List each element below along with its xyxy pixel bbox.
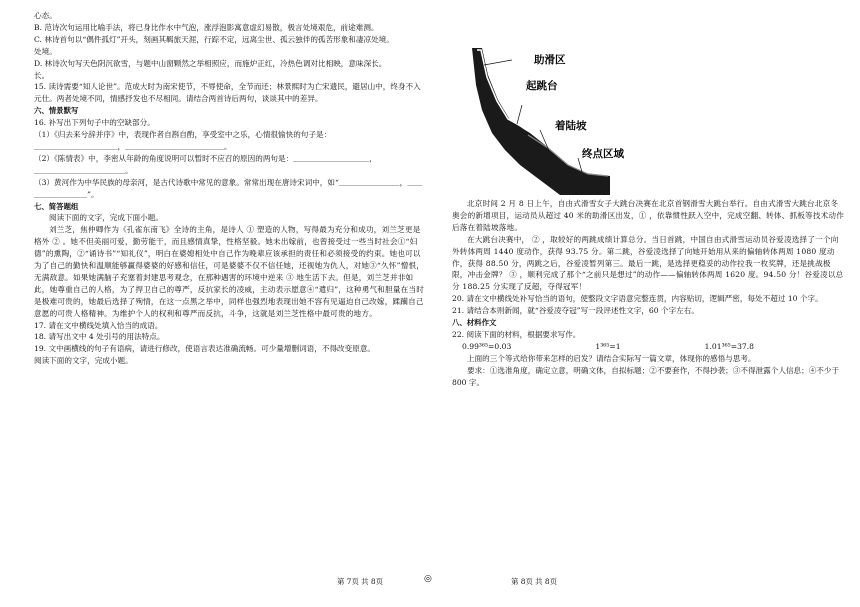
paragraph: 北京时间 2 月 8 日上午，自由式滑雪女子大跳台决赛在北京首钢滑雪大跳台举行。自由式滑雪大跳台北京冬奥会的新增项目，运动员从超过 40 米的助滑区出发，① ，依靠惯性跃入空中，完成空翻、转体、抓板等技术动作后落在着陆坡落地。 — [452, 199, 844, 232]
section-heading: 七、简答题组 — [34, 201, 79, 211]
page-number-right: 第 8页 共 8页 — [511, 577, 558, 586]
page-number-left: 第 7页 共 8页 — [337, 577, 384, 586]
paragraph: 21. 请结合本则新闻，就“谷爱凌夺冠”写一段评述性文字，60 个字左右。 — [452, 306, 699, 316]
label-landing: 着陆坡 — [555, 120, 587, 132]
formula-row — [452, 341, 844, 353]
paragraph: ＿＿＿＿＿＿＿＿＿＿＿＿。 — [34, 165, 133, 175]
paragraph: 22. 阅读下面的材料，根据要求写作。 — [452, 329, 581, 339]
ski-jump-diagram — [470, 45, 630, 195]
paragraph: （1）《归去来兮辞并序》中，表现作者自斟自酌，享受室中之乐，心情很愉快的句子是： — [34, 130, 332, 140]
paragraph: 20. 请在文中横线处补写恰当的语句，使整段文字语意完整连贯，内容贴切，逻辑严密，每处不超过 10 个字。 — [452, 294, 823, 304]
paragraph: 上面的三个等式给你带来怎样的启发？请结合实际写一篇文章，体现你的感悟与思考。 — [467, 353, 756, 363]
paragraph: 18. 请写出文中 4 处引号的用法特点。 — [34, 332, 165, 342]
paragraph: 要求：①选准角度，确定立意，明确文体，自拟标题；②不要套作，不得抄袭；③不得泄露个人信息；④不少于 800 字。 — [452, 365, 840, 387]
paragraph: 16. 补写出下列句子中的空缺部分。 — [34, 118, 155, 128]
binding-mark-icon: ◎ — [424, 574, 432, 584]
paragraph: B. 范诗次句运用比喻手法，将已身比作水中气泡，涨浮泡影寓意虚幻易散，极言处境艰危，前途难测。 — [34, 22, 379, 32]
paragraph: （2）《陈情表》中，李密从年龄的角度说明可以暂时不应召的原因的两句是：＿＿＿＿＿＿＿＿＿＿， — [34, 153, 377, 163]
formula: 1.01³⁶⁵=37.8 — [704, 341, 754, 351]
right-column — [452, 198, 844, 389]
paragraph: 心态。 — [34, 11, 57, 20]
paragraph: 19. 文中画横线的句子有语病，请进行修改，使语言表达准确流畅。可少量增删词语，不得改变原意。 — [34, 344, 376, 354]
label-inrun: 助滑区 — [534, 54, 566, 66]
paragraph: ＿＿＿＿＿＿＿＿＿＿＿，＿＿＿＿＿＿＿＿＿＿＿＿＿。 — [34, 141, 232, 151]
paragraph: 在大跳台决赛中， ② ，取较好的两跳成绩计算总分。当日首跳，中国自由式滑雪运动员谷爱凌选择了一个向外转体两周 1440 度动作，获得 93.75 分。第二跳，谷爱凌选择了向她开始用从来的偏轴转体两周 1080 度动作，获得 88.50 分，两跳之后，谷爱凌暂列第三。最后一跳，是选择更稳妥的动作拉我一枚奖牌，还是挑战极限，冲击金牌？ ③ ，顺利完成了那个“之前只是想过”的动作——偏轴转体两周 1620 度。94.50 分！谷爱凌以总分 188.25 分实现了反超，夺得冠军！ — [452, 234, 844, 292]
label-finish: 终点区域 — [582, 148, 624, 160]
formula: 0.99³⁶⁵=0.03 — [462, 341, 512, 351]
paragraph: 15. 读诗需要“知人论世”。范成大时为南宋使节，不辱使命，全节而还；林景熙时为亡宋遗民，避居山中，终身不入元仕。两者处境不同，情感抒发也不尽相同。请结合两首诗后两句，谈谈其中的差异。 — [34, 82, 421, 104]
paragraph: 处境。 — [34, 46, 57, 56]
paragraph: 阅读下面的文字，完成小题。 — [34, 356, 133, 366]
section-heading: 八、材料作文 — [452, 318, 497, 328]
paragraph: 17. 请在文中横线处填入恰当的成语。 — [34, 320, 163, 330]
label-takeoff: 起跳台 — [526, 80, 558, 92]
paragraph: C. 林诗首句以“偶件孤灯”开头，刻画其羁旅天涯，行踪不定，远离尘世、孤云独伴的孤苦形象和凄凉处境。 — [34, 34, 394, 44]
section-heading: 六、情景默写 — [34, 106, 79, 116]
formula: 1³⁶⁵=1 — [595, 341, 621, 351]
paragraph: 刘兰芝，焦仲卿作为《孔雀东南飞》全诗的主角，是诗人 ① 塑造的人物，写得最为充分和成功，刘兰芝更是格外 ② 。她不但美丽可爱，勤劳能干，而且感情真挚，性格坚毅。她未出嫁前，也曾接受过一些当时社会①“妇德”的熏陶，②“诵诗书”“知礼仪”，明白在婆媳相处中自己作为晚辈应该承担的责任和必须接受的约束。她也可以为了自己的勤快和温顺能够赢得婆婆的好感和信任，可是婆婆不仅不信任她，还视她为仇人，对她③“久怀”憎恨，无满敌意。如果她满脑子充塞着封建思考观念，在那种遇害的环境中逆来 ③ 地生活下去。但是，刘兰芝并非如此，她尊重自己的人格，为了捍卫自己的尊严，反抗家长的凌威，主动表示愿意④“遣归”，这种勇气和胆量在当时是极难可贵的，她最后选择了殉情，在这一点黑之举中，同样也强烈地表现出她不容有见逼迫自己改嫁，蹂躏自己意愿的可贵人格精神。为维护个人的权利和尊严而反抗，斗争，这就是刘兰芝性格中最可贵的地方。 — [34, 225, 425, 318]
paragraph: （3）黄河作为中华民族的母亲河，是古代诗歌中常见的意象。常常出现在唐诗宋词中，如“＿＿＿＿＿＿＿＿，＿＿＿＿＿＿＿＿＿”。 — [34, 177, 423, 199]
paragraph: D. 林诗次句写天色阴沉欲雪，与题中山窗颗然之举相照应，而施炉正红，冷热色调对比相映，意味深长。 — [34, 58, 387, 68]
left-column — [34, 10, 427, 367]
ramp-silhouette — [472, 48, 610, 195]
paragraph: 阅读下面的文字，完成下面小题。 — [49, 213, 163, 223]
paragraph: 长。 — [34, 70, 50, 80]
